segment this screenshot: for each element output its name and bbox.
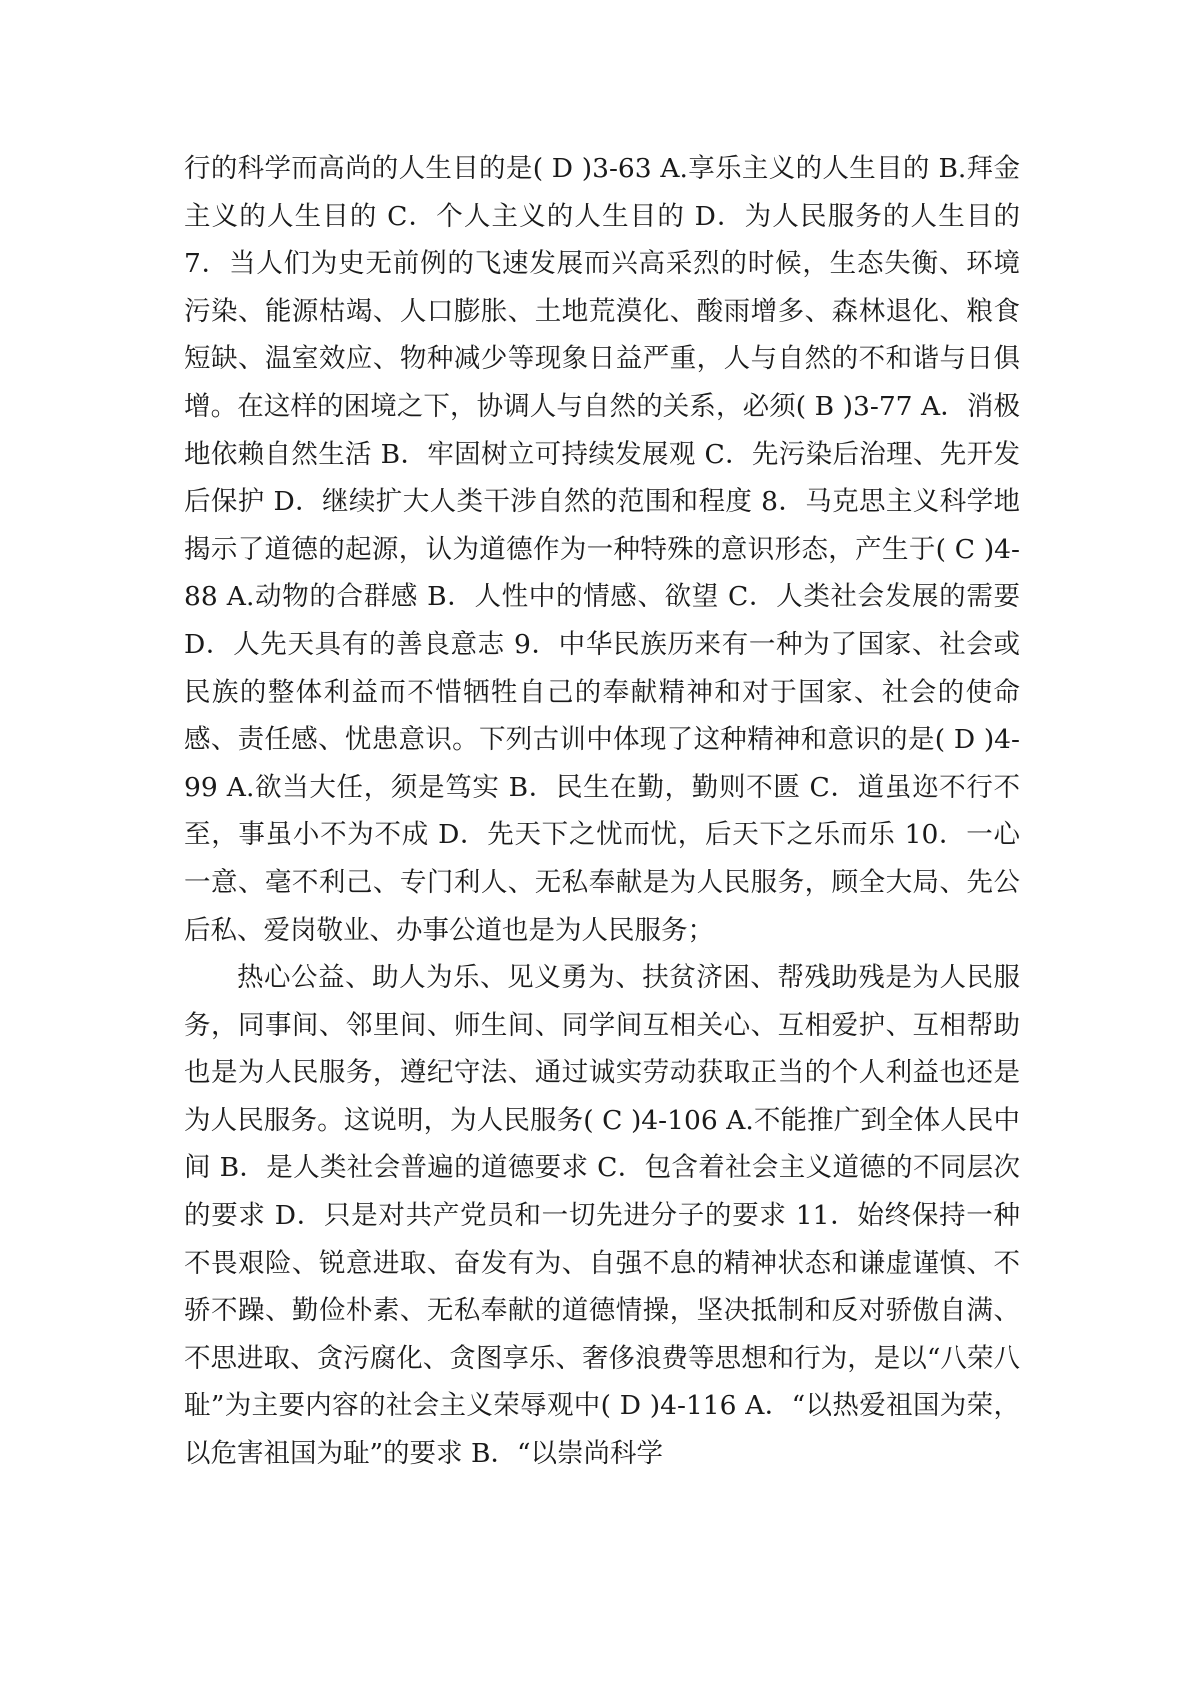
document-body — [184, 145, 1020, 1478]
paragraph-2: 热心公益、助人为乐、见义勇为、扶贫济困、帮残助残是为人民服务，同事间、邻里间、师生间、同学间互相关心、互相爱护、互相帮助也是为人民服务，遵纪守法、通过诚实劳动获取正当的个人利益也还是为人民服务。这说明，为人民服务( C )4-106 A.不能推广到全体人民中间 B．是人类社会普遍的道德要求 C．包含着社会主义道德的不同层次的要求 D．只是对共产党员和一切先进分子的要求 11．始终保持一种不畏艰险、锐意进取、奋发有为、自强不息的精神状态和谦虚谨慎、不骄不躁、勤俭朴素、无私奉献的道德情操，坚决抵制和反对骄傲自满、不思进取、贪污腐化、贪图享乐、奢侈浪费等思想和行为，是以“八荣八耻”为主要内容的社会主义荣辱观中( D )4-116 A．“以热爱祖国为荣，以危害祖国为耻”的要求 B．“以崇尚科学 — [184, 962, 1020, 1470]
paragraph-1: 行的科学而高尚的人生目的是( D )3-63 A.享乐主义的人生目的 B.拜金主义的人生目的 C．个人主义的人生目的 D．为人民服务的人生目的 7．当人们为史无前例的飞速发展而兴高采烈的时候，生态失衡、环境污染、能源枯竭、人口膨胀、土地荒漠化、酸雨增多、森林退化、粮食短缺、温室效应、物种减少等现象日益严重，人与自然的不和谐与日俱增。在这样的困境之下，协调人与自然的关系，必须( B )3-77 A．消极地依赖自然生活 B．牢固树立可持续发展观 C．先污染后治理、先开发后保护 D．继续扩大人类干涉自然的范围和程度 8．马克思主义科学地揭示了道德的起源，认为道德作为一种特殊的意识形态，产生于( C )4-88 A.动物的合群感 B．人性中的情感、欲望 C．人类社会发展的需要 D．人先天具有的善良意志 9．中华民族历来有一种为了国家、社会或民族的整体利益而不惜牺牲自己的奉献精神和对于国家、社会的使命感、责任感、忧患意识。下列古训中体现了这种精神和意识的是( D )4-99 A.欲当大任，须是笃实 B．民生在勤，勤则不匮 C．道虽迩不行不至，事虽小不为不成 D．先天下之忧而忧，后天下之乐而乐 10．一心一意、毫不利己、专门利人、无私奉献是为人民服务，顾全大局、先公后私、爱岗敬业、办事公道也是为人民服务； — [184, 153, 1020, 946]
